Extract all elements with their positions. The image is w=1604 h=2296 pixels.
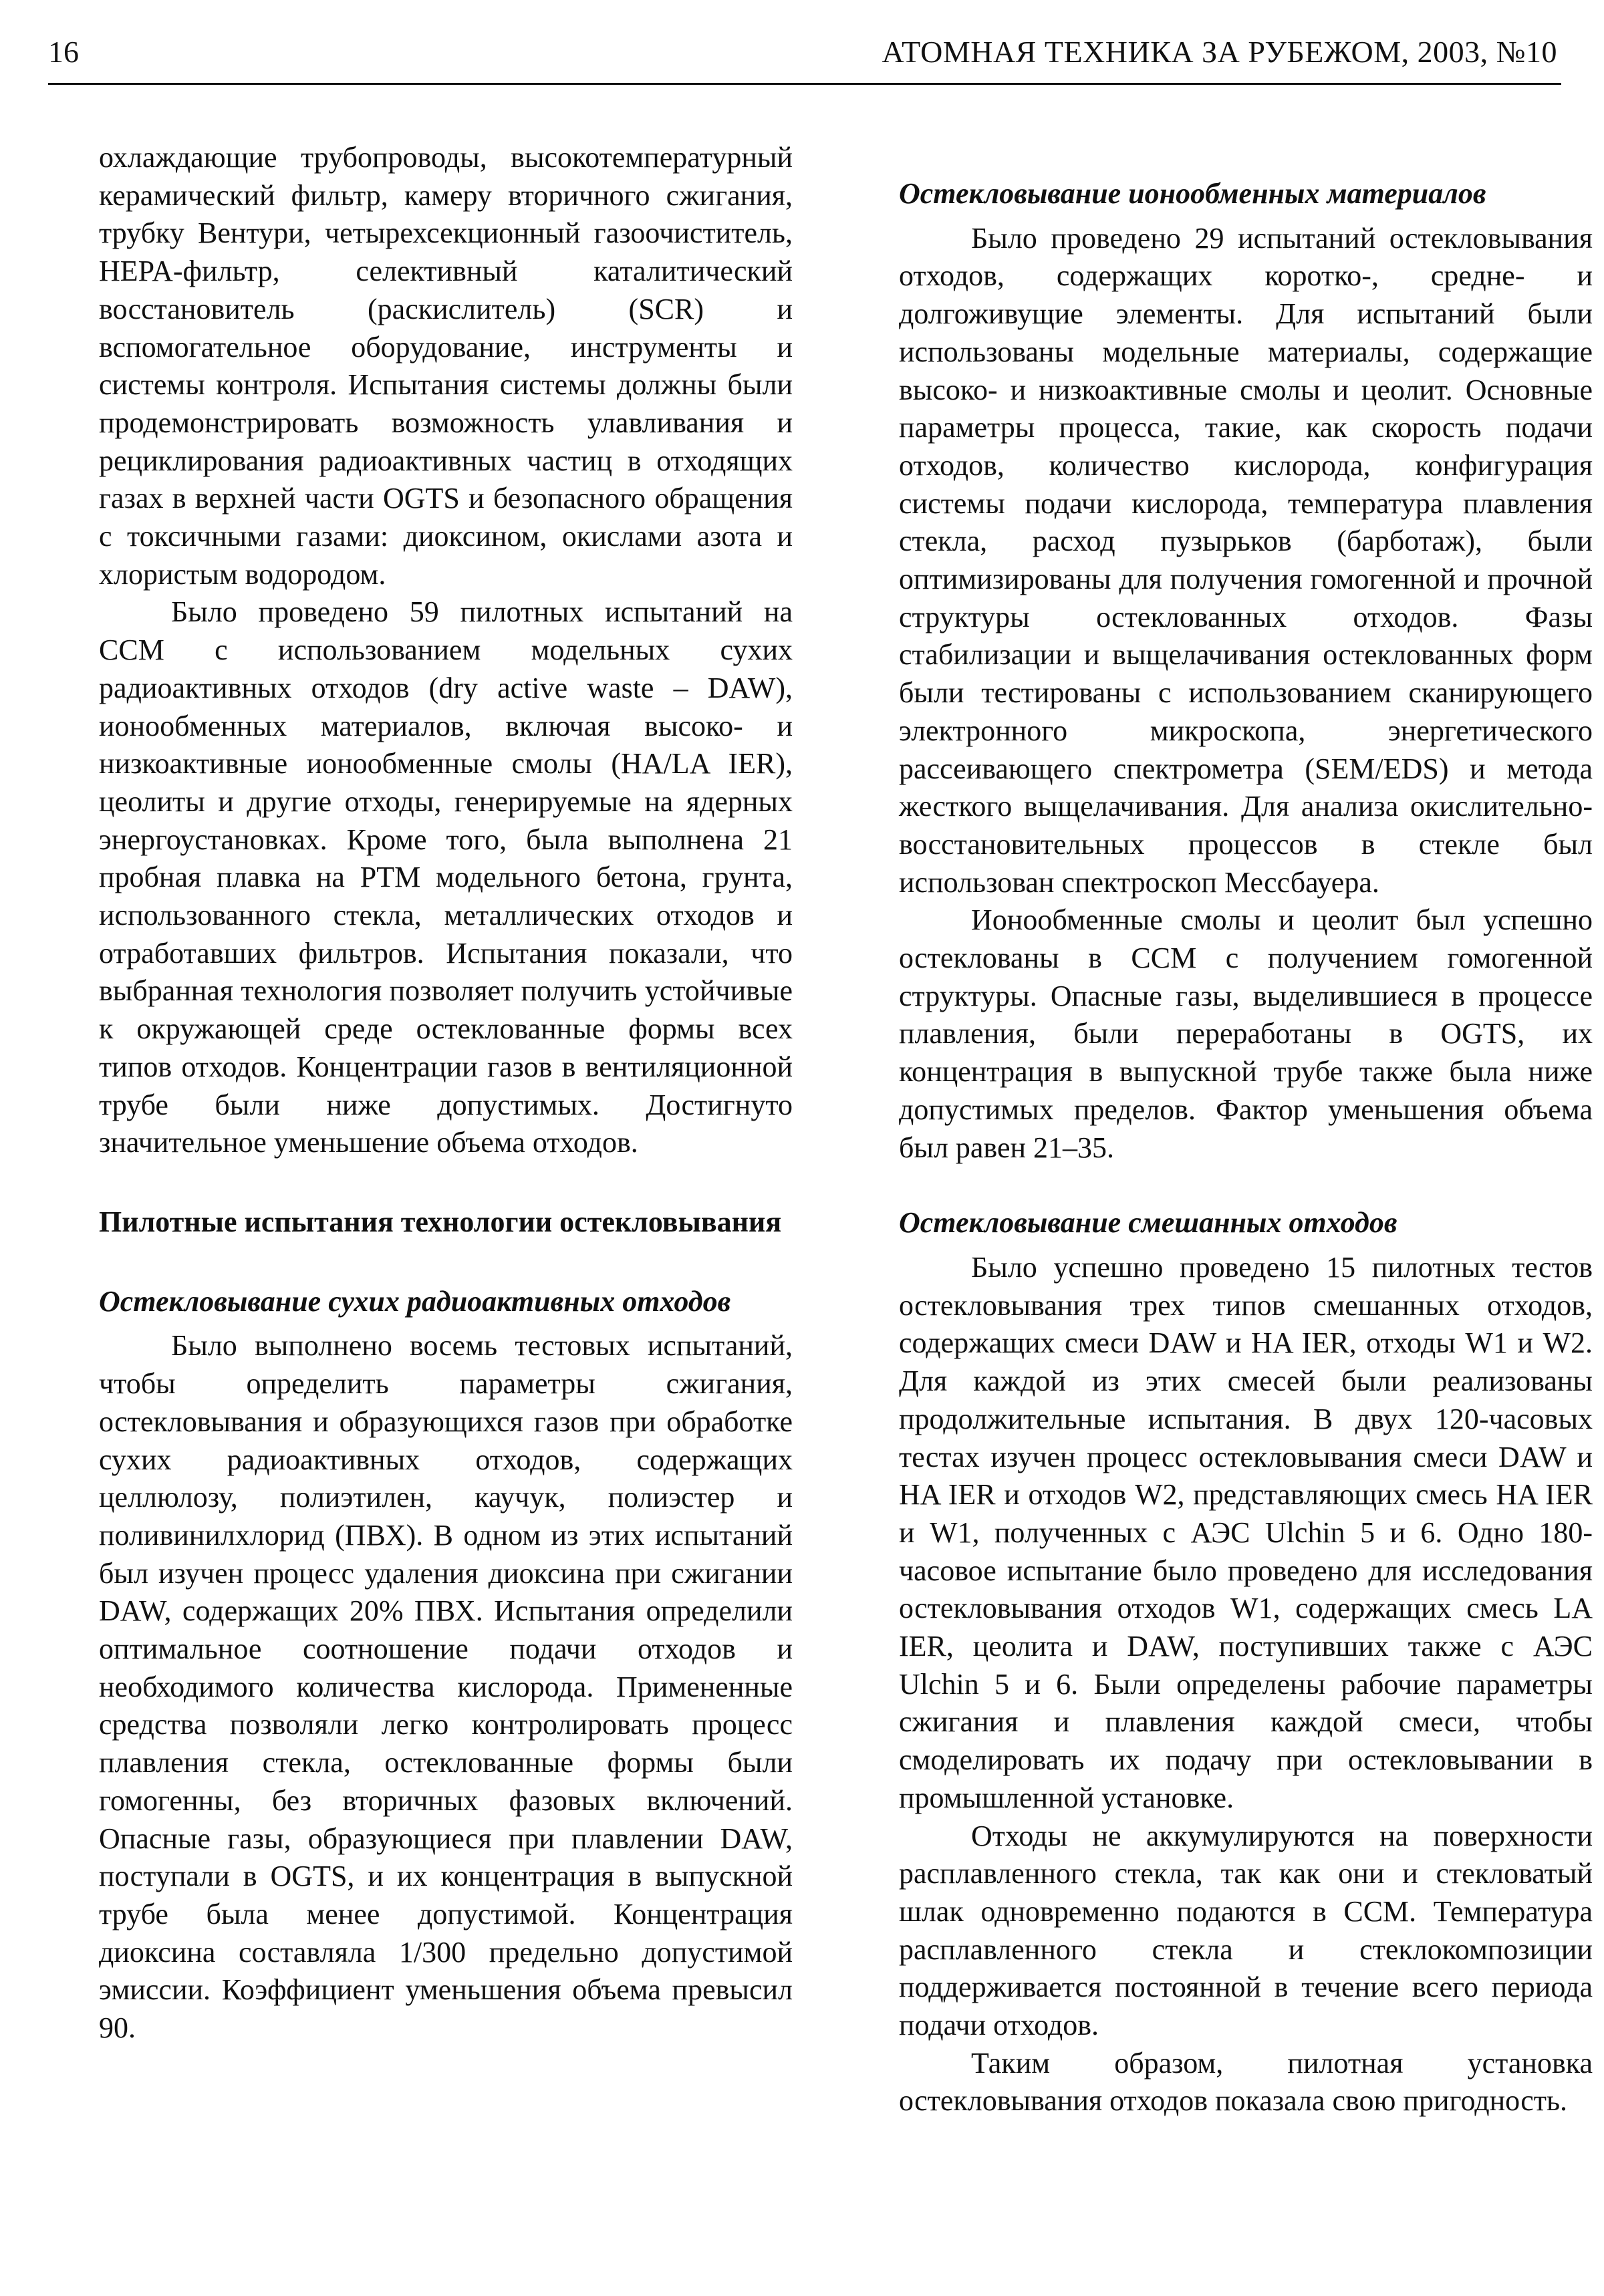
left-paragraph-1: охлаждающие трубопроводы, высокотемпературный керамический фильтр, камеру вторичного сжигания, трубку Вентури, четырехсекционный газоочиститель, HEPA-фильтр, селективный каталитический восстановитель (раскислитель) (SCR) и вспомогательное оборудование, инструменты и системы контроля. Испытания системы должны были продемонстрировать возможность улавливания и рециклирования радиоактивных частиц в отходящих газах в верхней части OGTS и безопасного обращения с токсичными газами: диоксином, окислами азота и хлористым водородом. <box>99 141 793 591</box>
right-paragraph-2: Ионообменные смолы и цеолит был успешно остеклованы в CCM с получением гомогенной структуры. Опасные газы, выделившиеся в процессе плавления, были переработаны в OGTS, их концентрация в выпускной трубе также была ниже допустимых пределов. Фактор уменьшения объема был равен 21–35. <box>899 903 1593 1164</box>
subsection-title-dry-waste: Остекловывание сухих радиоактивных отходов <box>99 1284 731 1318</box>
page-number: 16 <box>48 35 79 69</box>
subsection-title-mixed-waste: Остекловывание смешанных отходов <box>899 1206 1397 1240</box>
journal-header: АТОМНАЯ ТЕХНИКА ЗА РУБЕЖОМ, 2003, №10 <box>882 35 1557 69</box>
left-column <box>99 139 793 2047</box>
header-rule <box>48 83 1561 85</box>
right-column <box>899 175 1593 2120</box>
right-paragraph-3: Было успешно проведено 15 пилотных тестов остекловывания трех типов смешанных отходов, содержащих смеси DAW и HA IER, отходы W1 и W2. Для каждой из этих смесей были реализованы продолжительные испытания. В двух 120-часовых тестах изучен процесс остекловывания смеси DAW и HA IER и отходов W2, представляющих смесь HA IER и W1, полученных с АЭС Ulchin 5 и 6. Одно 180-часовое испытание было проведено для исследования остекловывания отходов W1, содержащих смесь LA IER, цеолита и DAW, поступивших также с АЭС Ulchin 5 и 6. Были определены рабочие параметры сжигания и плавления каждой смеси, чтобы смоделировать их подачу при остекловывании в промышленной установке. <box>899 1250 1593 1814</box>
section-title: Пилотные испытания технологии остекловывания <box>99 1205 782 1238</box>
right-paragraph-4: Отходы не аккумулируются на поверхности расплавленного стекла, так как они и стекловатый шлак одновременно подаются в CCM. Температура расплавленного стекла и стеклокомпозиции поддерживается постоянной в течение всего периода подачи отходов. <box>899 1819 1593 2042</box>
right-paragraph-1: Было проведено 29 испытаний остекловывания отходов, содержащих коротко-, средне- и долгоживущие элементы. Для испытаний были использованы модельные материалы, содержащие высоко- и низкоактивные смолы и цеолит. Основные параметры процесса, такие, как скорость подачи отходов, количество кислорода, конфигурация системы подачи кислорода, температура плавления стекла, расход пузырьков (барботаж), были оптимизированы для получения гомогенной и прочной структуры остеклованных отходов. Фазы стабилизации и выщелачивания остеклованных форм были тестированы с использованием сканирующего электронного микроскопа, энергетического рассеивающего спектрометра (SEM/EDS) и метода жесткого выщелачивания. Для анализа окислительно-восстановительных процессов в стекле был использован спектроскоп Мессбауера. <box>899 221 1593 899</box>
left-paragraph-2: Было проведено 59 пилотных испытаний на CCM с использованием модельных сухих радиоактивных отходов (dry active waste – DAW), ионообменных материалов, включая высоко- и низкоактивные ионообменные смолы (HA/LA IER), цеолиты и другие отходы, генерируемые на ядерных энергоустановках. Кроме того, была выполнена 21 пробная плавка на PTM модельного бетона, грунта, использованного стекла, металлических отходов и отработавших фильтров. Испытания показали, что выбранная технология позволяет получить устойчивые к окружающей среде остеклованные формы всех типов отходов. Концентрации газов в вентиляционной трубе были ниже допустимых. Достигнуто значительное уменьшение объема отходов. <box>99 595 793 1159</box>
right-paragraph-5: Таким образом, пилотная установка остекловывания отходов показала свою пригодность. <box>899 2046 1593 2118</box>
left-paragraph-3: Было выполнено восемь тестовых испытаний, чтобы определить параметры сжигания, остекловывания и образующихся газов при обработке сухих радиоактивных отходов, содержащих целлюлозу, полиэтилен, каучук, полиэстер и поливинилхлорид (ПВХ). В одном из этих испытаний был изучен процесс удаления диоксина при сжигании DAW, содержащих 20% ПВХ. Испытания определили оптимальное соотношение подачи отходов и необходимого количества кислорода. Примененные средства позволяли легко контролировать процесс плавления стекла, остеклованные формы были гомогенны, без вторичных фазовых включений. Опасные газы, образующиеся при плавлении DAW, поступали в OGTS, и их концентрация в выпускной трубе была менее допустимой. Концентрация диоксина составляла 1/300 предельно допустимой эмиссии. Коэффициент уменьшения объема превысил 90. <box>99 1329 793 2045</box>
subsection-title-ion-exchange: Остекловывание ионообменных материалов <box>899 177 1486 210</box>
